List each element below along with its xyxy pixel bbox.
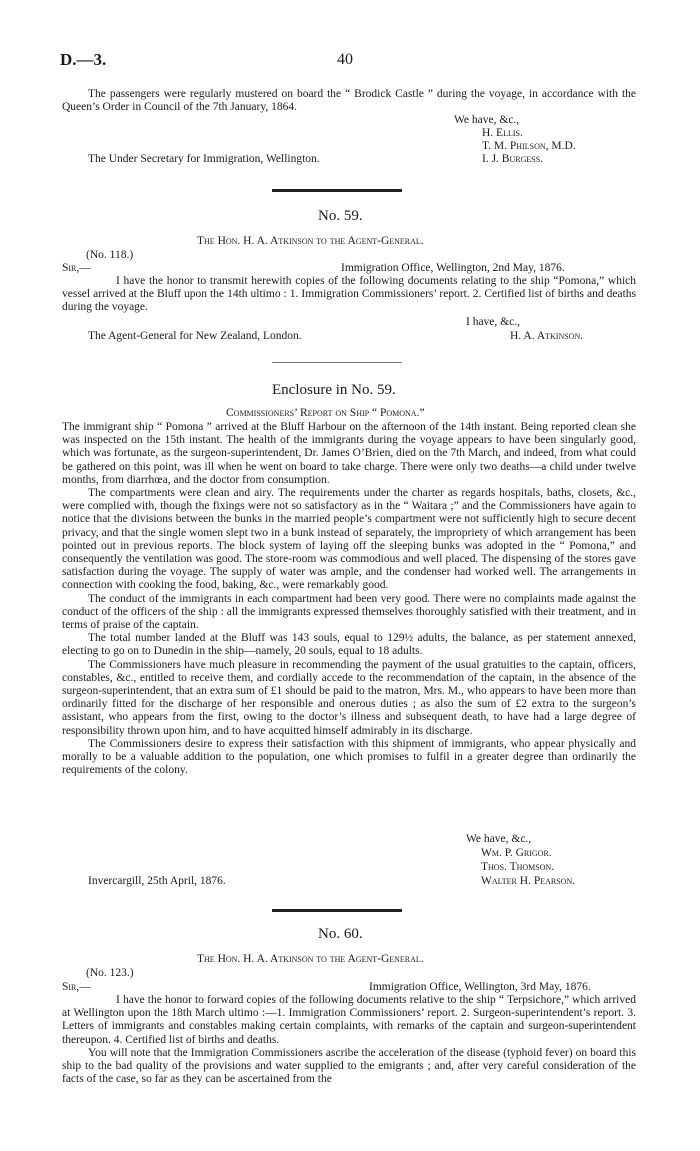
top-signatory-3: I. J. Burgess. (482, 153, 544, 165)
no59-closing: I have, &c., (466, 316, 520, 328)
enclosure-signatory-2: Thos. Thomson. (481, 861, 555, 873)
enclosure-signatory-1: Wm. P. Grigor. (481, 847, 552, 859)
no60-place-date: Immigration Office, Wellington, 3rd May, 1876. (369, 981, 591, 993)
no59-title: The Hon. H. A. Atkinson to the Agent-General. (197, 235, 424, 247)
enclosure-rule (272, 362, 402, 363)
passengers-paragraph: The passengers were regularly mustered on board the “ Brodick Castle ” during the voyage, in accordance with the Queen’s Order in Council of the 7th January, 1864. (62, 88, 636, 114)
enclosure-para-2: The compartments were clean and airy. The requirements under the charter as regards hospitals, baths, closets, &c., were complied with, though the fixings were not so satisfactory as in the “ Waitara ;” and the Commissioners have again to notice that the divisions between the bunks in the married people’s compartment were not sufficiently high to secure decent privacy, and that the single women slept two in a bunk instead of separately, the impropriety of which arrangement has been pointed out in previous reports. The block system of laying off the sleeping bunks was adopted in the “ Pomona,” and consequently the ventilation was good. The store-room was commodious and well placed. The dispensing of the stores gave satisfaction during the voyage. The supply of water was ample, and the condenser had worked well. The arrangements in connection with cooking the food, baking, &c., were remarkably good. (62, 487, 636, 592)
no60-para-2: You will note that the Immigration Commissioners ascribe the acceleration of the disease (typhoid fever) on board this ship to the bad quality of the provisions and water supplied to the emigrants ; and, after very careful consideration of the facts of the case, so far as they can be ascertained from the (62, 1046, 636, 1086)
no60-heading: No. 60. (318, 926, 363, 942)
no60-para-1: I have the honor to forward copies of the following documents relative to the ship “ Terpsichore,” which arrived at Wellington upon the 18th March ultimo :—1. Immigration Commissioners’ report. 2. Surgeon-superintendent’s report. 3. Letters of immigrants and constables making certain complaints, with remarks of the captain and surgeon-superintendent thereupon. 4. Certified list of births and deaths. (62, 994, 636, 1046)
no59-place-date: Immigration Office, Wellington, 2nd May, 1876. (341, 262, 565, 274)
no59-paragraph: I have the honor to transmit herewith copies of the following documents relating to the ship “Pomona,” which vessel arrived at the Bluff upon the 14th ultimo : 1. Immigration Commissioners’ report. 2. Certified list of births and deaths during the voyage. (62, 275, 636, 314)
no60-body (62, 994, 636, 1086)
no60-ref: (No. 123.) (86, 967, 134, 979)
section-rule (272, 189, 402, 192)
no59-heading: No. 59. (318, 208, 363, 224)
document-reference: D.—3. (60, 50, 107, 69)
page-number: 40 (337, 51, 353, 68)
no59-addressee: The Agent-General for New Zealand, London. (88, 330, 302, 342)
no59-salutation: Sir,— (62, 262, 91, 274)
enclosure-para-3: The conduct of the immigrants in each compartment had been very good. There were no complaints made against the conduct of the officers of the ship : all the immigrants expressed themselves thoroughly satisfied with their treatment, and in terms of praise of the captain. (62, 592, 636, 632)
no59-ref: (No. 118.) (86, 249, 134, 261)
no59-signatory: H. A. Atkinson. (510, 330, 584, 342)
enclosure-body (62, 421, 636, 777)
no60-title: The Hon. H. A. Atkinson to the Agent-General. (197, 953, 424, 965)
top-closing: We have, &c., (454, 114, 520, 126)
enclosure-para-6: The Commissioners desire to express their satisfaction with this shipment of immigrants, who appear physically and morally to be a valuable addition to the population, one which promises to fulfil in a greater degree than ordinarily the requirements of the colony. (62, 737, 636, 777)
enclosure-signatory-3: Walter H. Pearson. (481, 875, 576, 887)
enclosure-place-date: Invercargill, 25th April, 1876. (88, 875, 226, 887)
enclosure-para-5: The Commissioners have much pleasure in recommending the payment of the usual gratuities to the captain, officers, constables, &c., entitled to receive them, and cordially accede to the recommendation of the captain, in the absence of the surgeon-superintendent, that an extra sum of £1 should be paid to the matron, Mrs. M., who appears to have been more than ordinarily fitted for the discharge of her responsible and onerous duties ; as also the sum of £2 extra to the surgeon’s assistant, who appears from the first, owing to the doctor’s illness and subsequent death, to have had a large degree of responsibility thrown upon him, and to have acquitted himself admirably in its discharge. (62, 658, 636, 737)
enclosure-closing: We have, &c., (466, 833, 532, 845)
no60-salutation: Sir,— (62, 981, 91, 993)
section-rule-2 (272, 909, 402, 912)
enclosure-para-4: The total number landed at the Bluff was 143 souls, equal to 129½ adults, the balance, as per statement annexed, electing to go on to Dunedin in the ship—namely, 20 souls, equal to 18 adults. (62, 632, 636, 658)
enclosure-para-1: The immigrant ship “ Pomona ” arrived at the Bluff Harbour on the afternoon of the 14th instant. Being reported clean she was inspected on the 15th instant. The health of the immigrants during the voyage appears to have been singularly good, which was fortunate, as the surgeon-superintendent, Dr. James O’Brien, died on the 7th March, and indeed, from what could be gathered on this point, was ill when he went on board to take charge. There were only two deaths—a child under twelve months, from diarrhœa, and the doctor from consumption. (62, 421, 636, 486)
top-signatory-2: T. M. Philson, M.D. (482, 140, 576, 152)
enclosure-title: Commissioners’ Report on Ship “ Pomona.” (226, 407, 425, 419)
top-signatory-1: H. Ellis. (482, 127, 523, 139)
enclosure-heading: Enclosure in No. 59. (272, 382, 396, 398)
top-addressee: The Under Secretary for Immigration, Wellington. (88, 153, 320, 165)
